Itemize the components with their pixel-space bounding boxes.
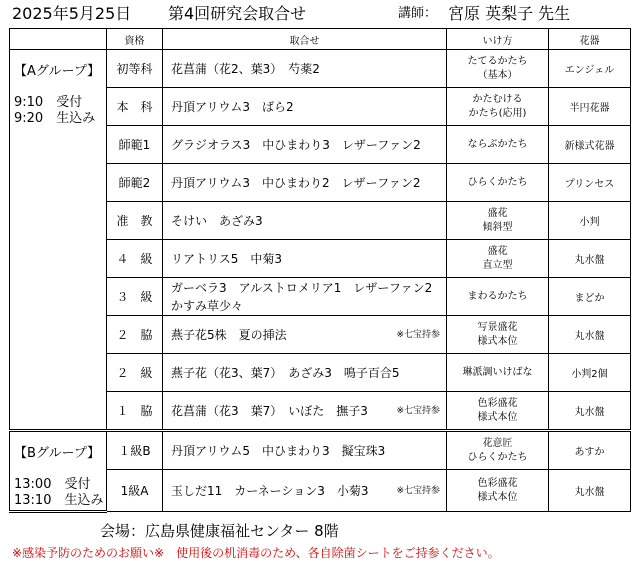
materials-text: 玉しだ11 カーネーション3 小菊3 bbox=[171, 483, 369, 498]
materials-text: 花菖蒲（花2、葉3） 芍薬2 bbox=[171, 61, 320, 76]
materials-text: 花菖蒲（花3 葉7） いぼた 撫子3 bbox=[171, 403, 368, 418]
vessel-cell: プリンセス bbox=[549, 164, 631, 202]
vessel-cell: 半円花器 bbox=[549, 88, 631, 126]
arrangement-style-line: 様式本位 bbox=[477, 411, 518, 423]
qualification-cell: 本 科 bbox=[107, 88, 163, 126]
arrangement-style-line: 直立型 bbox=[482, 259, 513, 271]
arrangement-style-cell bbox=[447, 126, 549, 164]
materials-text: 燕子花5株 夏の挿法 bbox=[171, 327, 287, 342]
arrangement-style-line: 様式本位 bbox=[477, 335, 518, 347]
arrangement-style-cell bbox=[447, 392, 549, 431]
materials-cell bbox=[163, 88, 447, 126]
column-header-row bbox=[10, 29, 631, 50]
materials-cell bbox=[163, 354, 447, 392]
arrangement-style-line: 琳派調いけばな bbox=[462, 366, 533, 378]
column-header-style: いけ方 bbox=[447, 29, 549, 50]
materials-cell bbox=[163, 240, 447, 278]
qualification-cell: 1級A bbox=[107, 470, 163, 512]
materials-cell bbox=[163, 164, 447, 202]
materials-cell bbox=[163, 126, 447, 164]
arrangement-style-cell bbox=[447, 240, 549, 278]
vessel-cell: 丸水盤 bbox=[549, 470, 631, 512]
vessel-cell: あすか bbox=[549, 431, 631, 470]
materials-text: 燕子花（花3、葉7） あざみ3 鳴子百合5 bbox=[171, 365, 400, 380]
materials-text: 丹頂アリウム3 中ひまわり2 レザーファン2 bbox=[171, 175, 421, 190]
document-title: 第4回研究会取合せ bbox=[168, 4, 307, 23]
qualification-cell: 師範2 bbox=[107, 164, 163, 202]
arrangement-style-cell bbox=[447, 470, 549, 512]
table-row bbox=[10, 50, 631, 88]
arrangement-style-line: ならぶかたち bbox=[467, 138, 528, 150]
arrangement-style-line: 花意匠 bbox=[482, 437, 513, 449]
materials-cell bbox=[163, 431, 447, 470]
arrangement-style-line: 色彩盛花 bbox=[477, 477, 518, 489]
bring-item-note: ※七宝持参 bbox=[396, 485, 440, 496]
group-time-line: 13:10 生込み bbox=[14, 493, 104, 508]
arrangement-style-cell bbox=[447, 431, 549, 470]
group-cell bbox=[10, 50, 107, 431]
teacher-name: 宮原 英梨子 先生 bbox=[448, 4, 571, 23]
vessel-cell: 新様式花器 bbox=[549, 126, 631, 164]
qualification-cell: １ 脇 bbox=[107, 392, 163, 431]
qualification-cell: ３ 級 bbox=[107, 278, 163, 316]
arrangement-style-line: 傾斜型 bbox=[482, 221, 513, 233]
materials-text: リアトリス5 中菊3 bbox=[171, 251, 283, 266]
qualification-cell: １級B bbox=[107, 431, 163, 470]
event-date: 2025年5月25日 bbox=[12, 4, 132, 23]
materials-cell bbox=[163, 316, 447, 354]
arrangement-style-line: ひらくかたち bbox=[467, 451, 528, 463]
group-cell bbox=[10, 431, 107, 512]
arrangement-style-cell bbox=[447, 88, 549, 126]
qualification-cell: 准 教 bbox=[107, 202, 163, 240]
arrangement-style-cell bbox=[447, 164, 549, 202]
qualification-cell: ２ 脇 bbox=[107, 316, 163, 354]
bring-item-note: ※七宝持参 bbox=[396, 329, 440, 340]
materials-text: そけい あざみ3 bbox=[171, 213, 263, 228]
materials-cell bbox=[163, 202, 447, 240]
arrangement-style-cell bbox=[447, 202, 549, 240]
materials-cell bbox=[163, 470, 447, 512]
arrangement-style-line: 色彩盛花 bbox=[477, 397, 518, 409]
arrangement-style-line: 盛花 bbox=[487, 207, 508, 219]
arrangement-style-cell bbox=[447, 278, 549, 316]
column-header-qualification: 資格 bbox=[107, 29, 163, 50]
arrangement-style-cell bbox=[447, 354, 549, 392]
arrangement-style-line: たてるかたち bbox=[467, 55, 528, 67]
materials-cell bbox=[163, 50, 447, 88]
materials-text: グラジオラス3 中ひまわり3 レザーファン2 bbox=[171, 137, 421, 152]
arrangement-style-line: 写景盛花 bbox=[477, 321, 518, 333]
infection-notice: ※感染予防のためのお願い※ 使用後の机消毒のため、各自除菌シートをご持参ください。 bbox=[12, 546, 500, 560]
arrangement-style-cell bbox=[447, 316, 549, 354]
column-header-group bbox=[10, 29, 107, 50]
column-header-materials: 取合せ bbox=[163, 29, 447, 50]
vessel-cell: 小判2個 bbox=[549, 354, 631, 392]
qualification-cell: 師範1 bbox=[107, 126, 163, 164]
group-times bbox=[10, 461, 106, 509]
materials-text: ガーベラ3 アルストロメリア1 レザーファン2 かすみ草少々 bbox=[171, 280, 445, 313]
qualification-cell: ２ 級 bbox=[107, 354, 163, 392]
arrangement-style-line: まわるかたち bbox=[467, 290, 528, 302]
lecturer-label: 講師： bbox=[398, 6, 438, 21]
qualification-cell: ４ 級 bbox=[107, 240, 163, 278]
materials-cell bbox=[163, 392, 447, 431]
materials-text: 丹頂アリウム5 中ひまわり3 擬宝珠3 bbox=[171, 443, 386, 458]
vessel-cell: まどか bbox=[549, 278, 631, 316]
materials-text: 丹頂アリウム3 ばら2 bbox=[171, 99, 294, 114]
qualification-cell: 初等科 bbox=[107, 50, 163, 88]
vessel-cell: 丸水盤 bbox=[549, 240, 631, 278]
group-name: 【Bグループ】 bbox=[14, 446, 101, 461]
arrangement-style-line: 盛花 bbox=[487, 245, 508, 257]
vessel-cell: 丸水盤 bbox=[549, 392, 631, 431]
arrangement-style-line: （基本） bbox=[477, 69, 518, 81]
group-time-line: 9:10 受付 bbox=[14, 95, 83, 110]
vessel-cell: エンジェル bbox=[549, 50, 631, 88]
vessel-cell: 小判 bbox=[549, 202, 631, 240]
group-time-line: 9:20 生込み bbox=[14, 111, 96, 126]
bring-item-note: ※七宝持参 bbox=[396, 405, 440, 416]
arrangement-style-line: ひらくかたち bbox=[467, 176, 528, 188]
venue-info: 会場：広島県健康福祉センター 8階 bbox=[100, 522, 339, 540]
arrangement-style-line: かたむける bbox=[472, 93, 523, 105]
schedule-table bbox=[9, 28, 631, 513]
table-row bbox=[10, 431, 631, 470]
group-times bbox=[10, 79, 106, 127]
group-name: 【Aグループ】 bbox=[14, 64, 100, 79]
arrangement-style-line: かたち(応用) bbox=[468, 107, 527, 119]
group-time-line: 13:00 受付 bbox=[14, 477, 91, 492]
arrangement-style-cell bbox=[447, 50, 549, 88]
materials-cell bbox=[163, 278, 447, 316]
vessel-cell: 丸水盤 bbox=[549, 316, 631, 354]
arrangement-style-line: 様式本位 bbox=[477, 491, 518, 503]
column-header-vessel: 花器 bbox=[549, 29, 631, 50]
